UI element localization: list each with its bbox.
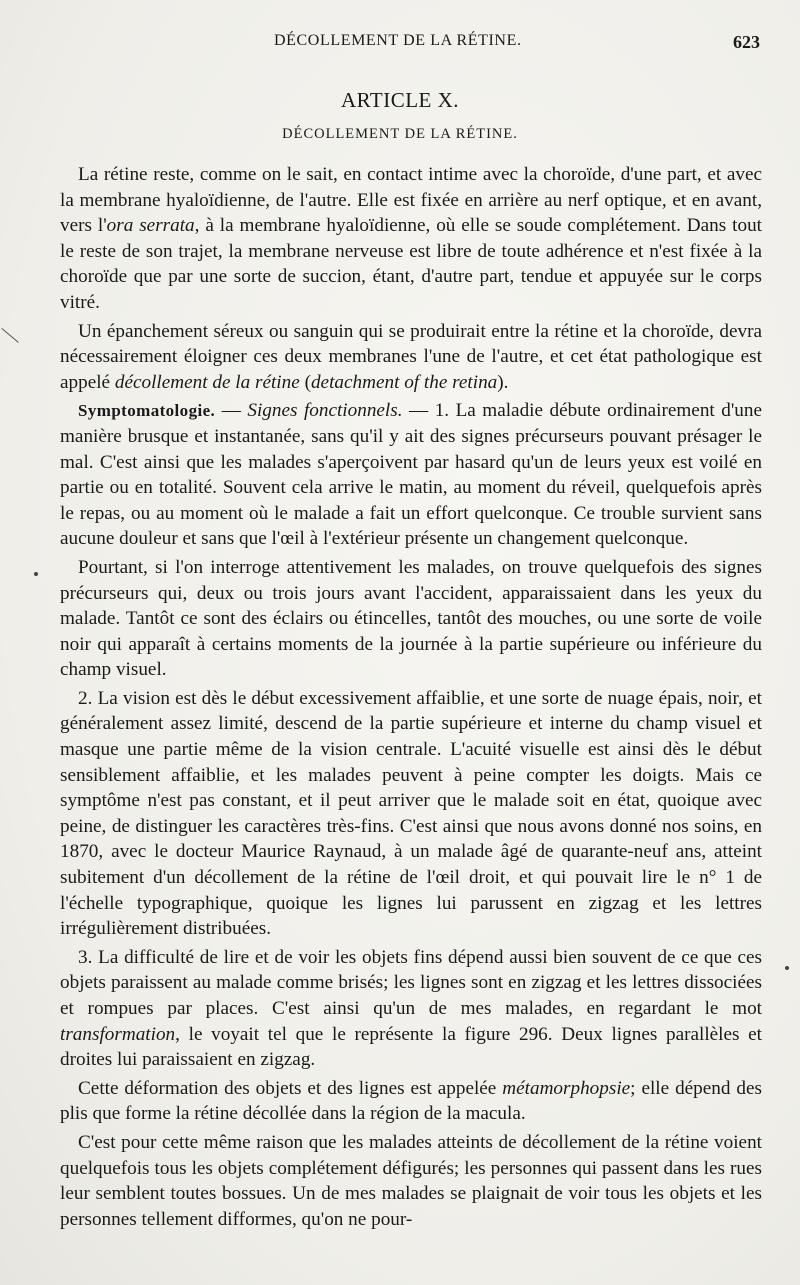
article-heading: ARTICLE X. — [340, 88, 460, 112]
margin-mark — [0, 328, 19, 357]
paragraph-5: 2. La vision est dès le début excessivement affaiblie, et une sorte de nuage épais, noir, et généralement assez limité, descend de la partie supérieure et interne du champ visuel et masque une partie même de la vision centrale. L'acuité visuelle est ainsi dès le début sensiblement affaiblie, et les malades peuvent à peine compter les doigts. Mais ce symptôme n'est pas constant, et il peut arriver que le malade soit en état, quoique avec peine, de distinguer les caractères très-fins. C'est ainsi que nous avons donné nos soins, en 1870, avec le docteur Maurice Raynaud, à un malade âgé de quarante-neuf ans, atteint subitement d'un décollement de la rétine de l'œil droit, et qui pouvait lire le n° 1 de l'échelle typographique, quoique les lignes lui parussent en zigzag et les lettres irrégulièrement distribuées. — [60, 687, 762, 940]
margin-dot — [34, 572, 38, 576]
running-title: DÉCOLLEMENT DE LA RÉTINE. — [274, 32, 522, 49]
paragraph-1: La rétine reste, comme on le sait, en contact intime avec la choroïde, d'une part, et avec la membrane hyaloïdienne, de l'autre. Elle est fixée en arrière au nerf optique, et en avant, vers l'ora serrata, à la membrane hyaloïdienne, où elle se soude complétement. Dans tout le reste de son trajet, la membrane nerveuse est libre de toute adhérence et n'est fixée à la choroïde que par une sorte de succion, étant, d'autre part, tendue et appuyée sur le corps vitré. — [60, 164, 762, 313]
margin-dot — [785, 966, 789, 970]
section-lead: Symptomatologie. — [78, 401, 216, 421]
page-number: 623 — [733, 32, 760, 52]
section-heading: DÉCOLLEMENT DE LA RÉTINE. — [282, 126, 518, 142]
paragraph-7: Cette déformation des objets et des lignes est appelée métamorphopsie; elle dépend des plis que forme la rétine décollée dans la région de la macula. — [60, 1077, 762, 1125]
paragraph-8: C'est pour cette même raison que les malades atteints de décollement de la rétine voient quelquefois tous les objets complétement défigurés; les personnes qui passent dans les rues leur semblent toutes bossues. Un de mes malades se plaignait de voir tous les objets et les personnes tellement difformes, qu'on ne pour- — [60, 1131, 762, 1230]
paragraph-6: 3. La difficulté de lire et de voir les objets fins dépend aussi bien souvent de ce que ces objets paraissent au malade comme brisés; les lignes sont en zigzag et les lettres dissociées et rompues par places. C'est ainsi qu'un de mes malades, en regardant le mot transformation, le voyait tel que le représente la figure 296. Deux lignes parallèles et droites lui paraissaient en zigzag. — [60, 946, 762, 1071]
paragraph-4: Pourtant, si l'on interroge attentivement les malades, on trouve quelquefois des signes précurseurs qui, deux ou trois jours avant l'accident, apparaissaient dans les yeux du malade. Tantôt ce sont des éclairs ou étincelles, tantôt des mouches, ou une sorte de voile noir qui apparaît à certains moments de la journée à la partie supérieure ou inférieure du champ visuel. — [60, 556, 762, 681]
paragraph-3: Symptomatologie. — Signes fonctionnels. — 1. La maladie débute ordinairement d'une manière brusque et instantanée, sans qu'il y ait des signes précurseurs pouvant présager le mal. C'est ainsi que les malades s'aperçoivent par hasard qu'un de leurs yeux est voilé en partie ou en totalité. Souvent cela arrive le matin, au moment du réveil, quelquefois après le repas, ou au moment où le malade a fait un effort quelconque. Ce trouble survient sans aucune douleur et sans que l'œil à l'extérieur présente un changement quelconque. — [60, 400, 762, 550]
body-text — [60, 162, 762, 1235]
paragraph-2: Un épanchement séreux ou sanguin qui se produirait entre la rétine et la choroïde, devra nécessairement éloigner ces deux membranes l'une de l'autre, et cet état pathologique est appelé décollement de la rétine (detachment of the retina). — [60, 320, 762, 393]
running-head — [60, 32, 760, 54]
